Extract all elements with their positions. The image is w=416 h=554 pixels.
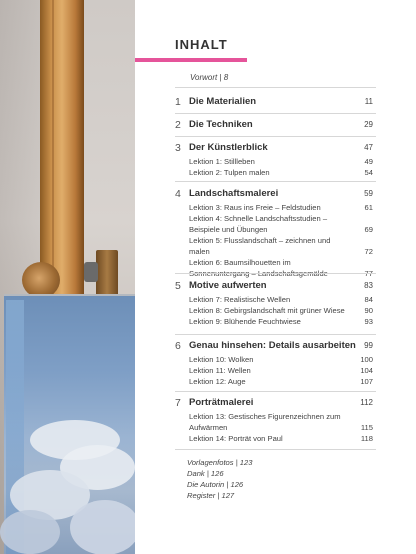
lesson-title: Lektion 6: Baumsilhouetten im [189, 258, 291, 267]
section-title: Porträtmalerei [189, 397, 254, 408]
lesson-page: 115 [360, 423, 373, 432]
section-page: 112 [360, 398, 373, 407]
lesson-title: Lektion 11: Wellen [189, 366, 251, 375]
back-matter-entry[interactable]: Dank | 126 [187, 469, 224, 478]
lesson-title: Lektion 12: Auge [189, 377, 246, 386]
lesson-entry[interactable] [175, 411, 376, 433]
back-matter [187, 457, 252, 501]
lesson-entry[interactable] [175, 202, 376, 213]
lesson-page: 104 [360, 366, 373, 375]
lesson-entry[interactable] [175, 305, 376, 316]
section-number: 2 [175, 119, 181, 131]
cloud-shape [0, 510, 60, 554]
lesson-entry[interactable] [175, 316, 376, 327]
toc-section [175, 119, 376, 133]
back-matter-entry[interactable]: Die Autorin | 126 [187, 480, 244, 489]
toc-section [175, 397, 376, 444]
lesson-title: Lektion 1: Stillleben [189, 157, 255, 166]
page-title: INHALT [175, 37, 228, 52]
section-page: 59 [364, 189, 373, 198]
lesson-title: Lektion 2: Tulpen malen [189, 168, 270, 177]
lesson-entry[interactable] [175, 167, 376, 178]
lesson-entry[interactable] [175, 376, 376, 387]
back-matter-entry[interactable]: Vorlagenfotos | 123 [187, 458, 253, 467]
lesson-page: 69 [364, 225, 373, 234]
section-heading[interactable] [175, 188, 376, 202]
divider [175, 113, 376, 114]
toc-section [175, 188, 376, 279]
lesson-entry[interactable] [175, 354, 376, 365]
section-heading[interactable] [175, 397, 376, 411]
lesson-page: 90 [364, 306, 373, 315]
divider [175, 181, 376, 182]
section-page: 83 [364, 281, 373, 290]
section-page: 99 [364, 341, 373, 350]
lesson-title: Lektion 3: Raus ins Freie – Feldstudien [189, 203, 321, 212]
easel-knob [84, 262, 98, 282]
section-heading[interactable] [175, 340, 376, 354]
lesson-entry[interactable] [175, 156, 376, 167]
lesson-entry[interactable] [175, 365, 376, 376]
lesson-entry[interactable] [175, 294, 376, 305]
section-title: Der Künstlerblick [189, 142, 268, 153]
lesson-title: Lektion 13: Gestisches Figurenzeichnen zum Aufwärmen [189, 412, 341, 432]
section-title: Landschaftsmalerei [189, 188, 279, 199]
lesson-page: 54 [364, 168, 373, 177]
section-heading[interactable] [175, 119, 376, 133]
foreword-entry[interactable]: Vorwort | 8 [190, 73, 229, 82]
toc-section [175, 96, 376, 110]
toc-section [175, 280, 376, 327]
lesson-page: 84 [364, 295, 373, 304]
section-heading[interactable] [175, 96, 376, 110]
divider [175, 136, 376, 137]
title-accent-rule [135, 58, 247, 62]
toc-section [175, 340, 376, 387]
toc-section [175, 142, 376, 178]
section-title: Motive aufwerten [189, 280, 267, 291]
section-number: 3 [175, 142, 181, 154]
lesson-entry[interactable] [175, 433, 376, 444]
lesson-page: 100 [360, 355, 373, 364]
divider [175, 87, 376, 88]
lesson-title: Lektion 10: Wolken [189, 355, 254, 364]
lesson-title: Lektion 5: Flusslandschaft – zeichnen und malen [189, 236, 331, 256]
lesson-page: 118 [360, 434, 373, 443]
lesson-page: 107 [360, 377, 373, 386]
section-title: Die Techniken [189, 119, 253, 130]
lesson-title: Lektion 14: Porträt von Paul [189, 434, 283, 443]
cloud-shape [70, 500, 135, 554]
section-heading[interactable] [175, 280, 376, 294]
section-page: 11 [364, 97, 373, 106]
section-title: Genau hinsehen: Details ausarbeiten [189, 340, 356, 351]
section-number: 1 [175, 96, 181, 108]
easel-clamp [22, 262, 60, 298]
lesson-title: Lektion 9: Blühende Feuchtwiese [189, 317, 301, 326]
section-number: 6 [175, 340, 181, 352]
divider [175, 273, 376, 274]
section-title: Die Materialien [189, 96, 257, 107]
section-number: 4 [175, 188, 181, 200]
section-number: 7 [175, 397, 181, 409]
back-matter-entry[interactable]: Register | 127 [187, 491, 235, 500]
divider [175, 391, 376, 392]
section-heading[interactable] [175, 142, 376, 156]
section-number: 5 [175, 280, 181, 292]
divider [175, 334, 376, 335]
lesson-page: 72 [364, 247, 373, 256]
lesson-title: Lektion 4: Schnelle Landschaftsstudien – Beispiele und Übungen [189, 214, 328, 234]
lesson-page: 49 [364, 157, 373, 166]
lesson-title: Lektion 7: Realistische Wellen [189, 295, 291, 304]
lesson-title: Lektion 8: Gebirgslandschaft mit grüner Wiese [189, 306, 345, 315]
lesson-entry[interactable] [175, 213, 376, 235]
section-page: 47 [364, 143, 373, 152]
divider [175, 449, 376, 450]
easel-photo [0, 0, 135, 554]
lesson-entry[interactable] [175, 235, 376, 257]
lesson-entry[interactable] [175, 257, 376, 279]
lesson-page: 61 [364, 203, 373, 212]
lesson-page: 93 [364, 317, 373, 326]
section-page: 29 [364, 120, 373, 129]
